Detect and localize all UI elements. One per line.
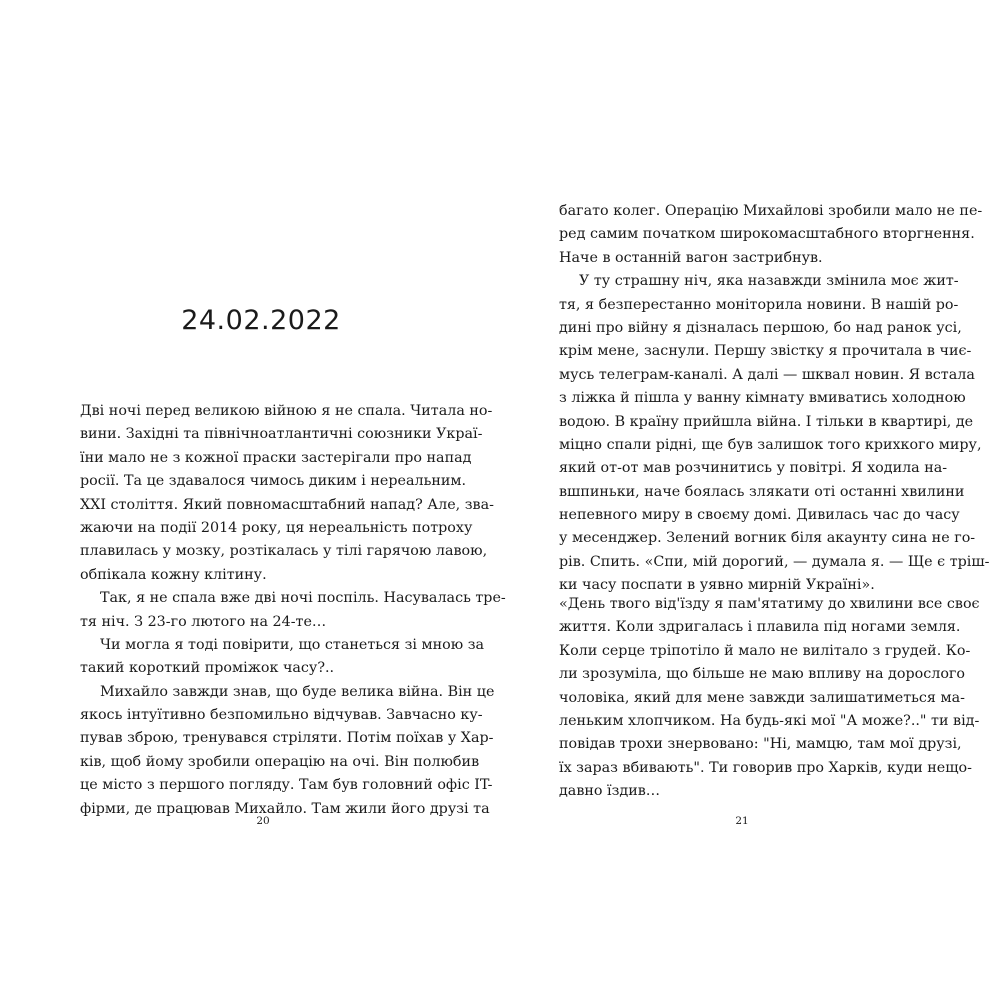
text-line: у месенджер. Зелений вогник біля акаунту сина не го-	[559, 530, 976, 547]
text-line: вшпиньки, наче боялась злякати оті останні хвилини	[559, 483, 965, 500]
text-line: Наче в останній вагон застрибнув.	[559, 249, 823, 266]
text-line: якось інтуїтивно безпомильно відчував. Завчасно ку-	[80, 707, 483, 724]
text-line: дині про війну я дізналась першою, бо над ранок усі,	[559, 319, 962, 336]
text-line: давно їздив…	[559, 783, 661, 800]
text-line: XXI століття. Який повномасштабний напад? Але, зва-	[80, 496, 494, 513]
text-line: повідав трохи знервовано: "Ні, мамцю, там мої друзі,	[559, 736, 962, 753]
quoted-passage	[559, 593, 980, 804]
text-line: їни мало не з кожної праски застерігали про напад	[80, 449, 472, 466]
text-line: фірми, де працював Михайло. Там жили його друзі та	[80, 800, 490, 817]
text-line: водою. В країну прийшла війна. І тільки в квартирі, де	[559, 413, 974, 430]
chapter-title: 24.02.2022	[181, 305, 341, 336]
text-line: ред самим початком широкомасштабного вторгнення.	[559, 226, 975, 243]
text-line: обпікала кожну клітину.	[80, 566, 267, 583]
text-line: ків, щоб йому зробили операцію на очі. Він полюбив	[80, 753, 480, 770]
page-number: 21	[735, 815, 749, 827]
text-line: пував зброю, тренувався стріляти. Потім поїхав у Хар-	[80, 730, 494, 747]
text-line: життя. Коли здригалась і плавила під ногами земля.	[559, 619, 961, 636]
text-line: росії. Та це здавалося чимось диким і нереальним.	[80, 473, 467, 490]
text-line: Чи могла я тоді повірити, що станеться зі мною за	[100, 636, 485, 653]
text-line: з ліжка й пішла у ванну кімнату вмиватись холодною	[559, 390, 966, 407]
text-line: Так, я не спала вже дві ночі поспіль. Насувалась тре-	[100, 590, 506, 607]
text-line: леньким хлопчиком. На будь-які мої "А може?.." ти від-	[559, 712, 980, 729]
text-line: У ту страшну ніч, яка назавжди змінила моє жит-	[579, 273, 959, 290]
text-line: Коли серце тріпотіло й мало не вилітало з грудей. Ко-	[559, 642, 971, 659]
text-line: Михайло завжди знав, що буде велика війна. Він це	[100, 683, 495, 700]
text-line: ли зрозуміла, що більше не маю впливу на дорослого	[559, 666, 966, 683]
text-line: вини. Західні та північноатлантичні союзники Украї-	[80, 426, 483, 443]
text-line: їх зараз вбивають". Ти говорив про Харків, куди нещо-	[559, 759, 972, 776]
text-line: міцно спали рідні, ще був залишок того крихкого миру,	[559, 436, 982, 453]
right-page-body	[559, 200, 990, 598]
text-line: «День твого від'їзду я пам'ятатиму до хвилини все своє	[559, 596, 980, 612]
text-line: жаючи на події 2014 року, ця нереальність потроху	[80, 519, 473, 536]
text-line: плавилась у мозку, розтікалась у тілі гарячою лавою,	[80, 543, 488, 560]
text-line: мусь телеграм-каналі. А далі — шквал новин. Я встала	[559, 366, 975, 383]
text-line: це місто з першого погляду. Там був головний офіс IT-	[80, 777, 493, 794]
text-line: тя ніч. З 23-го лютого на 24-те…	[80, 613, 327, 630]
text-line: непевного миру в своєму домі. Дивилась час до часу	[559, 507, 960, 524]
text-line: який от-от мав розчинитись у повітрі. Я ходила на-	[559, 460, 948, 477]
page-number: 20	[256, 815, 270, 827]
text-line: багато колег. Операцію Михайлові зробили мало не пе-	[559, 203, 983, 219]
text-line: крім мене, заснули. Першу звістку я прочитала в чиє-	[559, 343, 972, 360]
text-line: Дві ночі перед великою війною я не спала. Читала но-	[80, 403, 493, 419]
text-line: ки часу поспати в уявно мирній Україні».	[559, 577, 875, 594]
text-line: чоловіка, який для мене завжди залишатиметься ма-	[559, 689, 965, 706]
text-line: рів. Спить. «Спи, мій дорогий, — думала я. — Ще є тріш-	[559, 553, 990, 570]
text-line: тя, я безперестанно моніторила новини. В нашій ро-	[559, 296, 959, 313]
text-line: такий короткий проміжок часу?..	[80, 660, 335, 677]
left-page-body	[80, 400, 506, 821]
right-page	[500, 0, 1000, 1000]
